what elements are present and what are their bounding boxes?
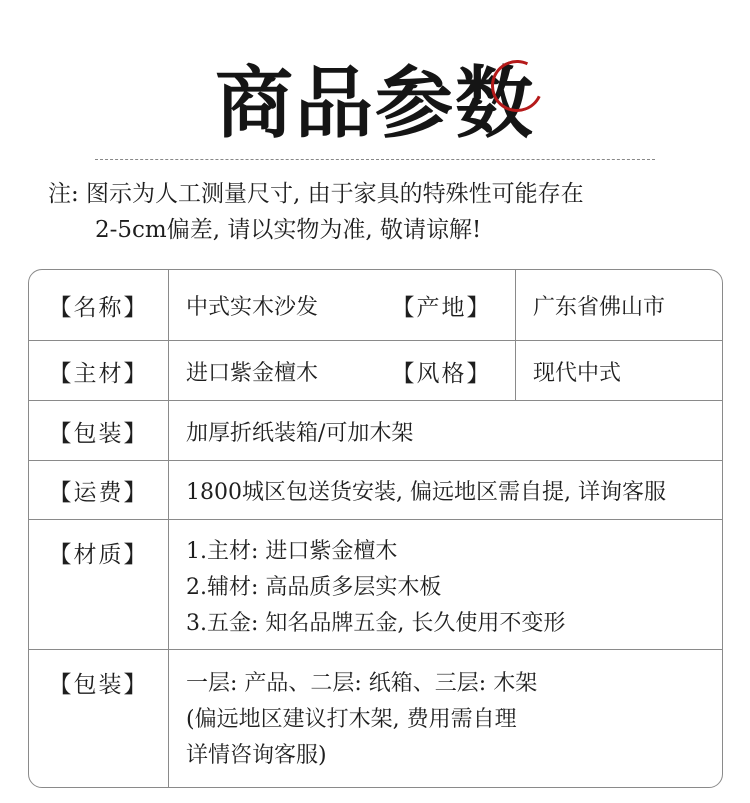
value-main-material: 进口紫金檀木 [186,360,319,386]
dashed-divider [95,159,655,160]
value-materials [168,520,722,650]
value-shipping: 1800城区包送货安装, 偏远地区需自提, 详询客服 [186,480,666,505]
label-packaging: 【包装】 [48,420,149,447]
packaging-line-1: 一层: 产品、二层: 纸箱、三层: 木架 [186,671,538,696]
title-area [0,58,750,150]
value-style: 现代中式 [533,360,622,386]
materials-line-1: 1.主材: 进口紫金檀木 [186,539,398,564]
page-title [215,58,535,150]
label-packaging-detail: 【包装】 [48,672,149,698]
packaging-line-3: 详情咨询客服) [186,743,327,768]
value-packaging-detail [168,650,722,788]
measurement-note [48,176,708,248]
value-name: 中式实木沙发 [186,294,319,320]
label-name: 【名称】 [48,294,149,321]
label-style: 【风格】 [391,360,492,387]
label-materials: 【材质】 [48,542,149,568]
table-row-material-style [29,340,722,401]
value-origin: 广东省佛山市 [533,294,666,320]
spec-table [28,269,723,788]
label-shipping: 【运费】 [48,480,149,506]
materials-line-3: 3.五金: 知名品牌五金, 长久使用不变形 [186,611,566,636]
table-row-packaging-detail [29,649,722,788]
table-row-name-origin [29,270,722,340]
table-row-packaging [29,400,722,461]
note-line-2: 2-5cm偏差, 请以实物为准, 敬请谅解! [95,217,482,243]
label-origin: 【产地】 [391,294,492,321]
table-row-shipping [29,460,722,520]
materials-line-2: 2.辅材: 高品质多层实木板 [186,575,442,600]
packaging-line-2: (偏远地区建议打木架, 费用需自理 [186,707,517,732]
note-line-1: 注: 图示为人工测量尺寸, 由于家具的特殊性可能存在 [48,181,584,207]
label-main-material: 【主材】 [48,360,149,387]
value-packaging: 加厚折纸装箱/可加木架 [186,420,414,446]
page-title-text: 商品参数 [214,59,535,149]
table-row-materials [29,519,722,650]
